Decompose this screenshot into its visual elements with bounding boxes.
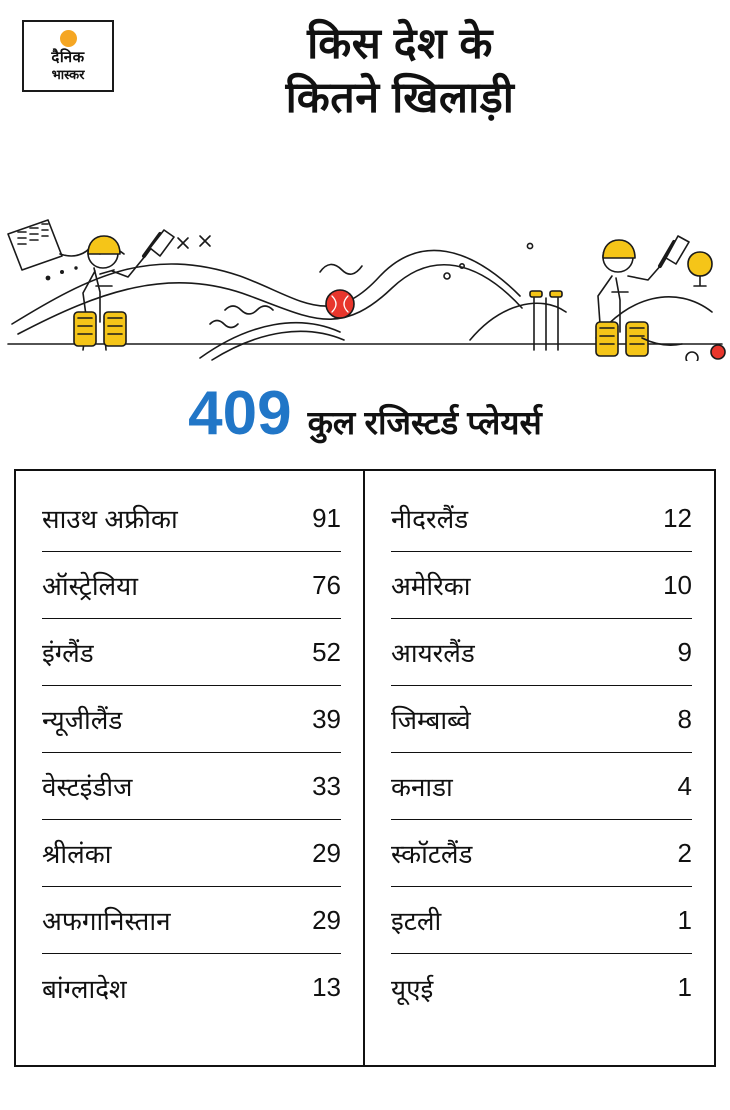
- brand-logo-line1: दैनिक: [51, 49, 85, 67]
- country-name: इटली: [391, 906, 442, 936]
- country-name: न्यूजीलैंड: [42, 705, 123, 735]
- player-count: 29: [312, 904, 341, 935]
- table-row: [42, 820, 341, 887]
- table-row: [42, 887, 341, 954]
- header: [0, 0, 730, 120]
- country-name: वेस्टइंडीज: [42, 772, 133, 802]
- table-row: [391, 619, 692, 686]
- brand-logo: [22, 20, 114, 92]
- cricket-players-illustration: [0, 126, 730, 361]
- country-name: श्रीलंका: [42, 839, 112, 869]
- table-row: [42, 686, 341, 753]
- table-column-right: [365, 471, 714, 1065]
- table-column-left: [16, 471, 365, 1065]
- player-count: 9: [677, 636, 692, 667]
- country-name: यूएई: [391, 973, 434, 1004]
- country-name: कनाडा: [391, 772, 453, 802]
- player-count: 39: [312, 703, 341, 734]
- table-row: [42, 552, 341, 619]
- country-player-table: [14, 469, 716, 1067]
- table-row: [42, 485, 341, 552]
- table-row: [391, 485, 692, 552]
- country-name: ऑस्ट्रेलिया: [42, 571, 138, 601]
- total-players-label: कुल रजिस्टर्ड प्लेयर्स: [307, 404, 542, 441]
- country-name: साउथ अफ्रीका: [42, 504, 178, 534]
- table-row: [391, 820, 692, 887]
- country-name: स्कॉटलैंड: [391, 839, 473, 869]
- player-count: 1: [677, 972, 692, 1002]
- table-row: [391, 887, 692, 954]
- player-count: 33: [312, 770, 341, 801]
- table-row: [42, 619, 341, 686]
- table-row: [42, 954, 341, 1021]
- table-row: [391, 753, 692, 820]
- table-row: [391, 552, 692, 619]
- country-name: बांग्लादेश: [42, 973, 127, 1004]
- player-count: 2: [677, 837, 692, 868]
- country-name: जिम्बाब्वे: [391, 705, 471, 735]
- table-row: [391, 686, 692, 753]
- page-title-line1: किस देश के: [307, 20, 493, 68]
- total-players-number: 409: [188, 379, 292, 448]
- player-count: 91: [312, 502, 341, 533]
- total-players-summary: [0, 379, 730, 448]
- player-count: 1: [677, 904, 692, 935]
- brand-logo-line2: भास्कर: [51, 67, 85, 83]
- player-count: 12: [663, 502, 692, 533]
- player-count: 29: [312, 837, 341, 868]
- player-count: 13: [312, 972, 341, 1002]
- table-row: [42, 753, 341, 820]
- table-row: [391, 954, 692, 1021]
- player-count: 10: [663, 569, 692, 600]
- sun-icon: [60, 30, 77, 47]
- country-name: आयरलैंड: [391, 638, 475, 668]
- player-count: 8: [677, 703, 692, 734]
- country-name: इंग्लैंड: [42, 638, 94, 668]
- page-title-line2: कितने खिलाड़ी: [285, 73, 515, 122]
- country-name: अफगानिस्तान: [42, 906, 171, 936]
- player-count: 4: [677, 770, 692, 801]
- country-name: नीदरलैंड: [391, 504, 469, 534]
- country-name: अमेरिका: [391, 571, 471, 601]
- player-count: 52: [312, 636, 341, 667]
- player-count: 76: [312, 569, 341, 600]
